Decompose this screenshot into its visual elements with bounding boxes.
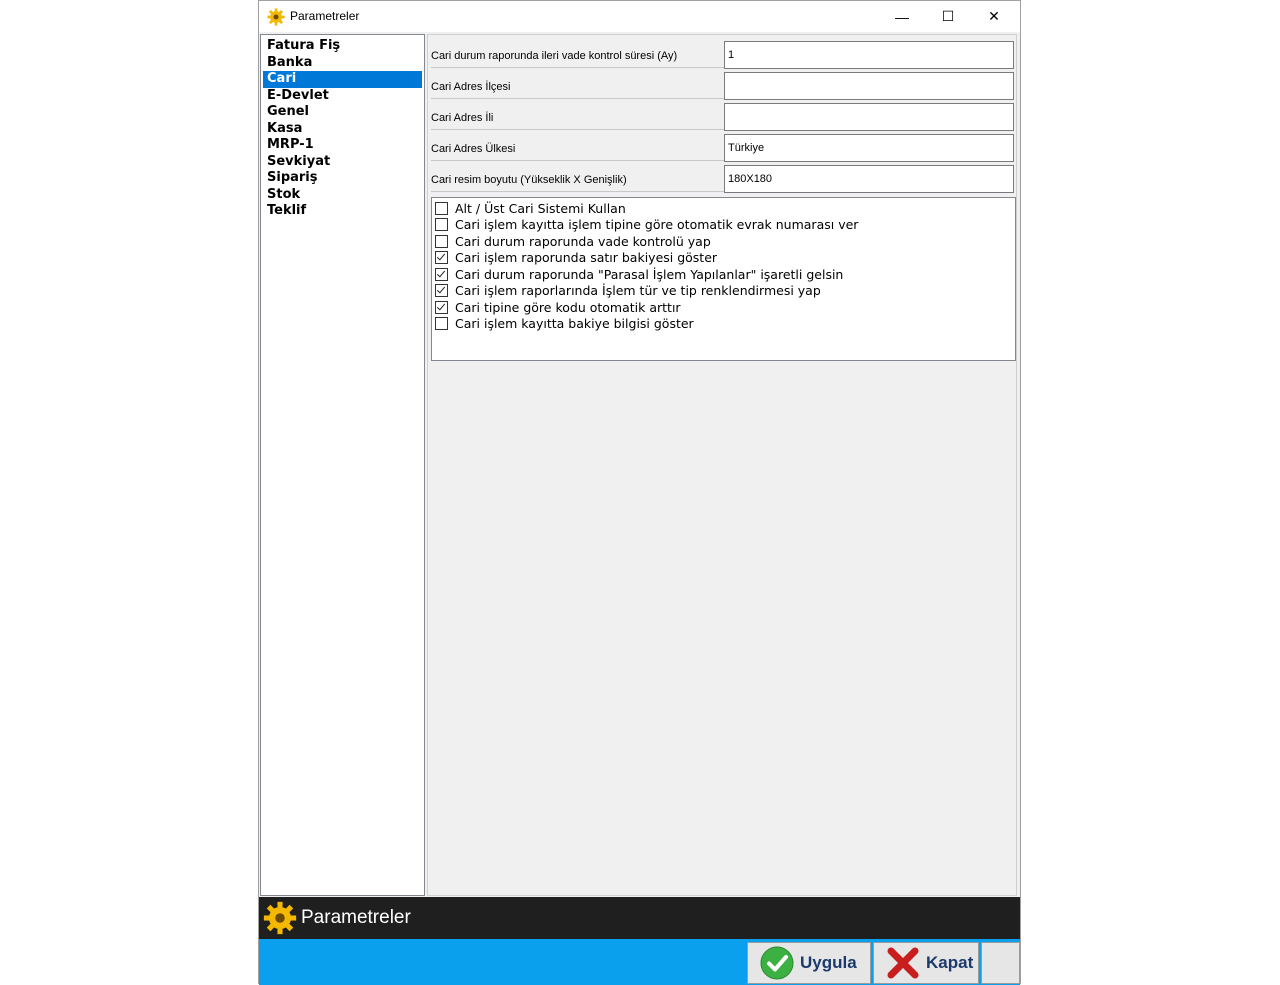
minimize-icon: — bbox=[895, 8, 909, 25]
sidebar-item-fatura-fis[interactable]: Fatura Fiş bbox=[267, 38, 341, 53]
check-item-satir-bakiyesi[interactable] bbox=[435, 250, 717, 267]
param-row bbox=[431, 130, 1014, 161]
param-label: Cari Adres İlçesi bbox=[431, 81, 511, 93]
check-label: Cari işlem kayıtta bakiye bilgisi göster bbox=[455, 316, 694, 332]
adres-ilcesi-input[interactable] bbox=[724, 72, 1014, 100]
check-item-evrak-numarasi[interactable] bbox=[435, 217, 858, 234]
vade-kontrol-suresi-input[interactable] bbox=[724, 41, 1014, 69]
checkbox[interactable] bbox=[435, 202, 448, 215]
check-label: Cari durum raporunda "Parasal İşlem Yapılanlar" işaretli gelsin bbox=[455, 266, 844, 282]
checkbox[interactable] bbox=[435, 235, 448, 248]
check-label: Cari işlem raporlarında İşlem tür ve tip renklendirmesi yap bbox=[455, 283, 821, 299]
footer-actions bbox=[259, 939, 1020, 985]
sidebar-item-mrp-1[interactable]: MRP-1 bbox=[267, 137, 314, 152]
gear-icon bbox=[267, 8, 285, 26]
window-title: Parametreler bbox=[290, 9, 360, 23]
param-row bbox=[431, 161, 1014, 192]
param-label: Cari resim boyutu (Yükseklik X Genişlik) bbox=[431, 174, 627, 186]
adres-ulkesi-input[interactable] bbox=[724, 134, 1014, 162]
sidebar-item-kasa[interactable]: Kasa bbox=[267, 120, 303, 136]
sidebar-item-cari[interactable]: Cari bbox=[263, 71, 422, 88]
gear-icon bbox=[263, 901, 297, 935]
maximize-button[interactable] bbox=[925, 1, 971, 32]
sidebar-item-siparis[interactable]: Sipariş bbox=[267, 170, 318, 185]
param-row bbox=[431, 99, 1014, 130]
title-bar bbox=[259, 1, 1020, 32]
check-item-vade-kontrolu[interactable] bbox=[435, 233, 711, 250]
sidebar-item-stok[interactable]: Stok bbox=[267, 186, 301, 202]
check-item-parasal-islem[interactable] bbox=[435, 266, 843, 283]
checkbox[interactable] bbox=[435, 268, 448, 281]
checkbox[interactable] bbox=[435, 317, 448, 330]
adres-ili-input[interactable] bbox=[724, 103, 1014, 131]
close-label: Kapat bbox=[926, 953, 974, 972]
sidebar-item-e-devlet[interactable]: E-Devlet bbox=[267, 87, 329, 103]
param-label: Cari durum raporunda ileri vade kontrol süresi (Ay) bbox=[431, 50, 678, 62]
check-label: Cari tipine göre kodu otomatik arttır bbox=[455, 299, 681, 315]
param-row bbox=[431, 37, 1014, 68]
check-item-renklendirme[interactable] bbox=[435, 283, 821, 300]
checkbox[interactable] bbox=[435, 284, 448, 297]
close-button[interactable] bbox=[873, 942, 979, 984]
close-x-icon bbox=[886, 946, 920, 980]
footer-title: Parametreler bbox=[301, 907, 411, 928]
maximize-icon: ☐ bbox=[941, 8, 955, 24]
check-label: Cari işlem raporunda satır bakiyesi göster bbox=[455, 250, 718, 266]
footer-header bbox=[259, 897, 1020, 939]
check-item-kod-arttir[interactable] bbox=[435, 299, 681, 316]
parameter-panel bbox=[427, 34, 1017, 896]
check-item-alt-ust-cari[interactable] bbox=[435, 200, 626, 217]
check-label: Cari durum raporunda vade kontrolü yap bbox=[455, 233, 711, 249]
sidebar-item-sevkiyat[interactable]: Sevkiyat bbox=[267, 153, 331, 169]
param-label: Cari Adres Ülkesi bbox=[431, 143, 516, 155]
checkbox[interactable] bbox=[435, 218, 448, 231]
minimize-button[interactable] bbox=[879, 1, 925, 32]
close-icon: ✕ bbox=[988, 8, 1000, 24]
check-item-bakiye-bilgisi[interactable] bbox=[435, 316, 694, 333]
apply-button[interactable] bbox=[747, 942, 871, 984]
param-label: Cari Adres İli bbox=[431, 112, 494, 124]
checkmark-icon bbox=[760, 946, 794, 980]
resim-boyutu-input[interactable] bbox=[724, 165, 1014, 193]
options-checklist bbox=[431, 197, 1016, 361]
apply-label: Uygula bbox=[800, 953, 857, 972]
close-window-button[interactable] bbox=[971, 1, 1017, 32]
checkbox[interactable] bbox=[435, 251, 448, 264]
sidebar-item-banka[interactable]: Banka bbox=[267, 54, 313, 70]
checkbox[interactable] bbox=[435, 301, 448, 314]
parametreler-window bbox=[258, 0, 1021, 984]
sidebar-item-genel[interactable]: Genel bbox=[267, 104, 310, 119]
category-list bbox=[260, 34, 425, 896]
param-row bbox=[431, 68, 1014, 99]
check-label: Cari işlem kayıtta işlem tipine göre otomatik evrak numarası ver bbox=[455, 217, 859, 233]
sidebar-item-teklif[interactable]: Teklif bbox=[267, 203, 307, 218]
extra-button[interactable] bbox=[981, 942, 1020, 984]
check-label: Alt / Üst Cari Sistemi Kullan bbox=[455, 200, 626, 216]
